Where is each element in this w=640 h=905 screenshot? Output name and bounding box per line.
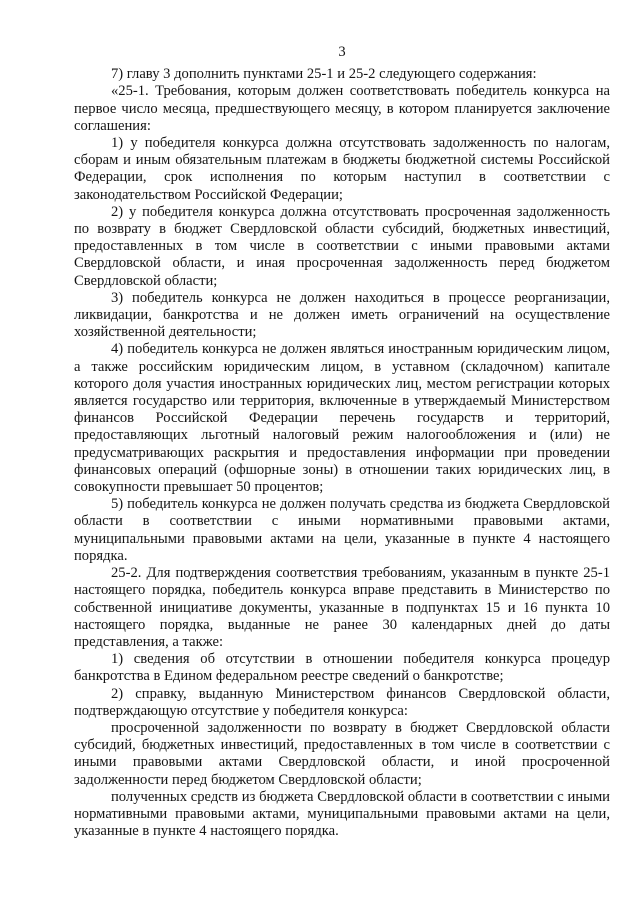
- paragraph-25-1-item-4: 4) победитель конкурса не должен являться иностранным юридическим лицом, а также российским юридическим лицом, в уставном (складочном) капитале которого доля участия иностранных юридических лиц, местом регистрации которых является государство или территория, включенные в утверждаемый Министерством финансов Российской Федерации перечень государств и территорий, предоставляющих льготный налоговый режим налогообложения и (или) не предусматривающих раскрытия и предоставления информации при проведении финансовых операций (офшорные зоны) в отношении таких юридических лиц, в совокупности превышает 50 процентов;: [74, 341, 610, 496]
- paragraph-25-1-item-5: 5) победитель конкурса не должен получать средства из бюджета Свердловской области в соответствии с иными нормативными правовыми актами, муниципальными правовыми актами на цели, указанные в пункте 4 настоящего порядка.: [74, 496, 610, 564]
- paragraph-25-1-item-3: 3) победитель конкурса не должен находиться в процессе реорганизации, ликвидации, банкротства и не должен иметь ограничений на осуществление хозяйственной деятельности;: [74, 289, 610, 341]
- paragraph-25-1-header: «25-1. Требования, которым должен соответствовать победитель конкурса на первое число месяца, предшествующего месяцу, в котором планируется заключение соглашения:: [74, 83, 610, 134]
- paragraph-25-2-item-1: 1) сведения об отсутствии в отношении победителя конкурса процедур банкротства в Едином федеральном реестре сведений о банкротстве;: [74, 651, 610, 685]
- paragraph-amendment-intro: 7) главу 3 дополнить пунктами 25-1 и 25-2 следующего содержания:: [111, 66, 537, 83]
- paragraph-25-1-item-2: 2) у победителя конкурса должна отсутствовать просроченная задолженность по возврату в бюджет Свердловской области субсидий, бюджетных инвестиций, предоставленных в том числе в соответствии с иными правовыми актами Свердловской области, и иная просроченная задолженность перед бюджетом Свердловской области;: [74, 203, 610, 289]
- paragraph-25-2-subitem-debt: просроченной задолженности по возврату в бюджет Свердловской области субсидий, бюджетных инвестиций, предоставленных в том числе в соответствии с иными правовыми актами Свердловской области, и иной просроченной задолженности перед бюджетом Свердловской области;: [74, 719, 610, 788]
- paragraph-25-2-item-2: 2) справку, выданную Министерством финансов Свердловской области, подтверждающую отсутствие у победителя конкурса:: [74, 685, 610, 719]
- paragraph-25-2-subitem-funds: полученных средств из бюджета Свердловской области в соответствии с иными нормативными правовыми актами, муниципальными правовыми актами на цели, указанные в пункте 4 настоящего порядка.: [74, 788, 610, 840]
- paragraph-25-1-item-1: 1) у победителя конкурса должна отсутствовать задолженность по налогам, сборам и иным обязательным платежам в бюджеты бюджетной системы Российской Федерации, срок исполнения по которым наступил в соответствии с законодательством Российской Федерации;: [74, 135, 610, 203]
- paragraph-25-2-header: 25-2. Для подтверждения соответствия требованиям, указанным в пункте 25-1 настоящего порядка, победитель конкурса вправе представить в Министерство по собственной инициативе документы, указанные в подпунктах 15 и 16 пункта 10 настоящего порядка, выданные не ранее 30 календарных дней до даты представления, а также:: [74, 565, 610, 650]
- page-number: 3: [338, 44, 346, 60]
